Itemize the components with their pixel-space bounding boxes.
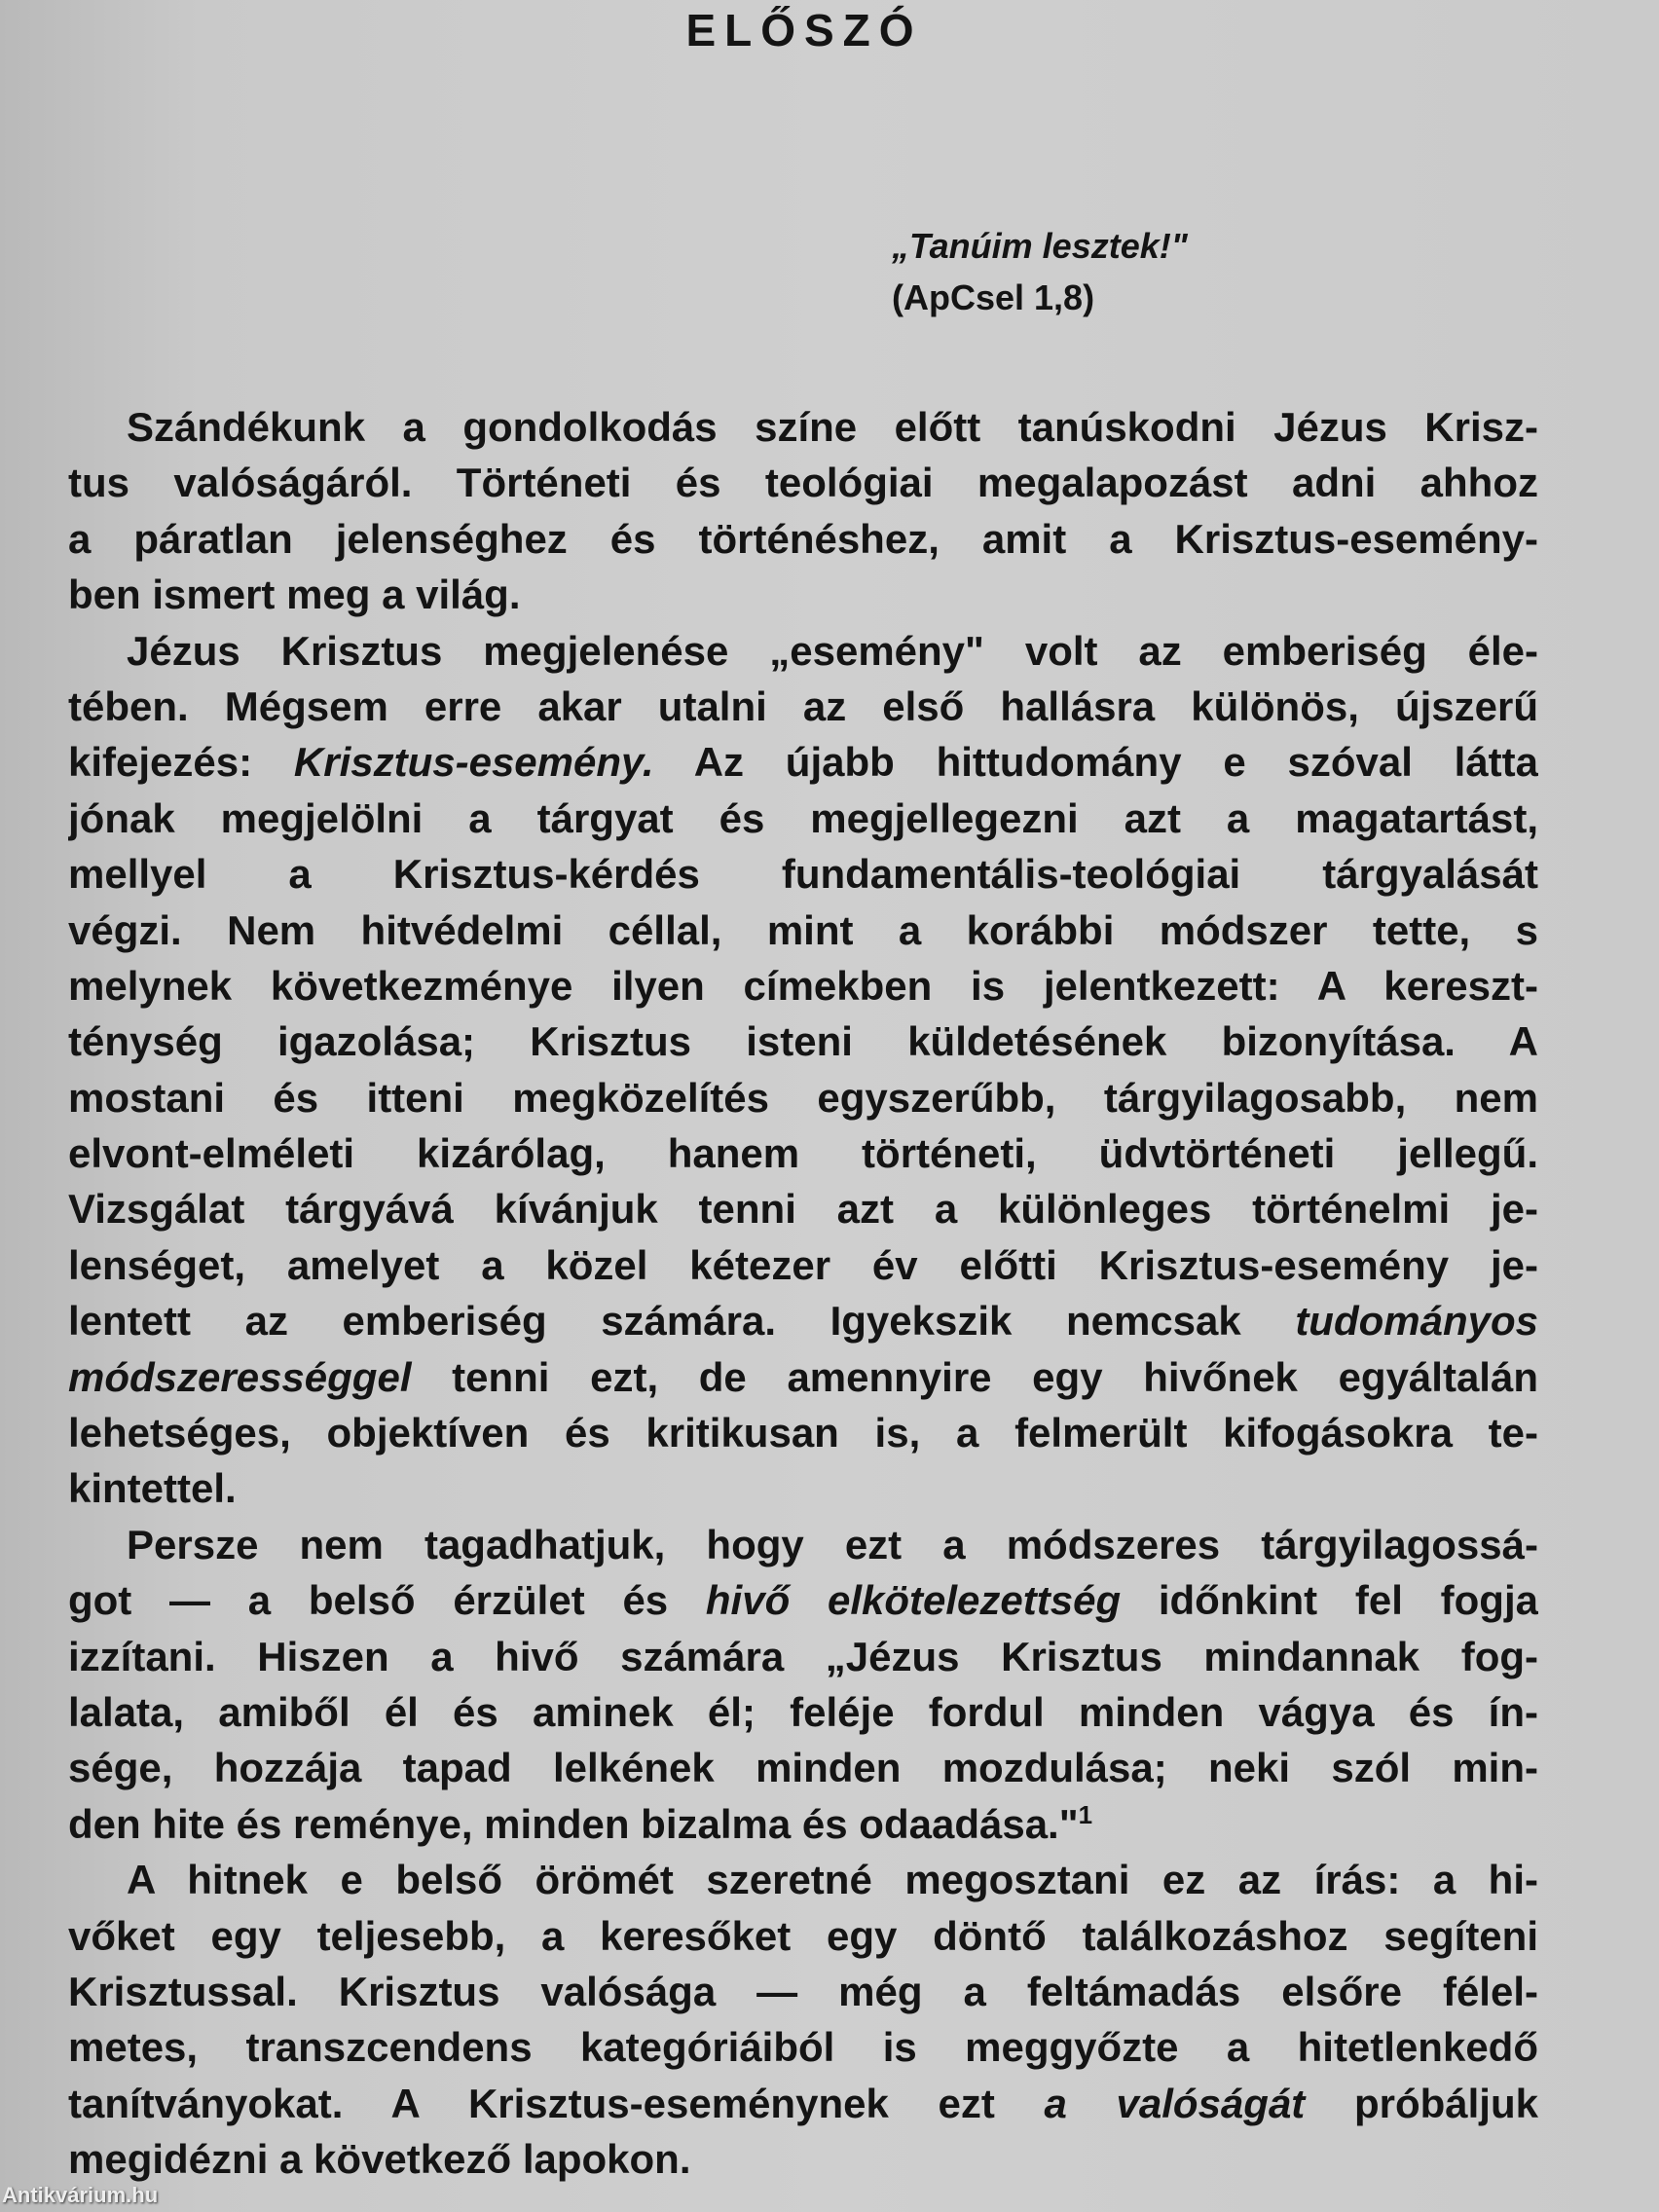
text-segment: tében. Mégsem erre akar utalni az első hallásra különös, újszerű xyxy=(68,682,1538,729)
text-segment: izzítani. Hiszen a hivő számára „Jézus Krisztus mindannak fog- xyxy=(68,1633,1538,1679)
text-line xyxy=(68,791,1538,846)
text-line xyxy=(68,1181,1538,1236)
text-segment: megidézni a következő lapokon. xyxy=(68,2136,691,2183)
text-segment: lentett az emberiség számára. Igyekszik nemcsak xyxy=(68,1298,1296,1345)
text-segment: ténység igazolása; Krisztus isteni küldetésének bizonyítása. A xyxy=(68,1018,1538,1065)
text-line xyxy=(68,2076,1538,2131)
footnote-marker: 1 xyxy=(1078,1799,1093,1829)
text-segment: got — a belső érzület és xyxy=(68,1577,706,1624)
text-segment: Vizsgálat tárgyává kívánjuk tenni azt a különleges történelmi je- xyxy=(68,1186,1538,1233)
body-text xyxy=(68,399,1538,2188)
text-line xyxy=(68,511,1538,567)
text-line xyxy=(68,399,1538,455)
paragraph xyxy=(68,1517,1538,1852)
text-line xyxy=(68,455,1538,510)
text-segment: Szándékunk a gondolkodás színe előtt tanúskodni Jézus Krisz- xyxy=(127,404,1538,450)
text-segment: Jézus Krisztus megjelenése „esemény" volt az emberiség éle- xyxy=(127,627,1538,674)
text-line xyxy=(68,1293,1538,1348)
text-segment: Persze nem tagadhatjuk, hogy ezt a módszeres tárgyilagossá- xyxy=(127,1521,1538,1567)
text-segment: végzi. Nem hitvédelmi céllal, mint a korábbi módszer tette, s xyxy=(68,906,1538,953)
text-segment: a páratlan jelenséghez és történéshez, amit a Krisztus-esemény- xyxy=(68,515,1538,562)
text-segment: kintettel. xyxy=(68,1465,237,1512)
text-line xyxy=(68,1684,1538,1740)
text-line xyxy=(68,1572,1538,1628)
text-line xyxy=(68,679,1538,734)
text-segment: Az újabb hittudomány e szóval látta xyxy=(653,739,1538,786)
text-line xyxy=(68,2131,1538,2187)
text-line xyxy=(68,903,1538,958)
paragraph xyxy=(68,399,1538,623)
text-segment: sége, hozzája tapad lelkének minden mozdulása; neki szól min- xyxy=(68,1745,1538,1791)
text-segment: A hitnek e belső örömét szeretné megosztani ez az írás: a hi- xyxy=(127,1857,1538,1903)
text-line xyxy=(68,734,1538,790)
text-line xyxy=(68,1796,1538,1852)
text-segment: tenni ezt, de amennyire egy hivőnek egyáltalán xyxy=(411,1353,1538,1400)
text-line xyxy=(68,1629,1538,1684)
page-title: ELŐSZÓ xyxy=(685,5,923,55)
text-line xyxy=(68,846,1538,902)
text-segment: elvont-elméleti kizárólag, hanem történeti, üdvtörténeti jellegű. xyxy=(68,1130,1538,1177)
text-segment: kifejezés: xyxy=(68,739,294,786)
text-line xyxy=(68,567,1538,622)
text-segment: jónak megjelölni a tárgyat és megjellegezni azt a magatartást, xyxy=(68,794,1538,841)
italic-text: tudományos xyxy=(1295,1298,1538,1345)
text-line xyxy=(68,1852,1538,1907)
text-segment: metes, transzcendens kategóriáiból is meggyőzte a hitetlenkedő xyxy=(68,2024,1538,2071)
italic-text: a valóságát xyxy=(1044,2080,1306,2126)
text-line xyxy=(68,2019,1538,2075)
italic-text: hivő elkötelezettség xyxy=(705,1577,1122,1624)
text-line xyxy=(68,1349,1538,1405)
text-segment: melynek következménye ilyen címekben is jelentkezett: A kereszt- xyxy=(68,962,1538,1009)
motto-reference: (ApCsel 1,8) xyxy=(892,277,1095,317)
text-segment: tus valóságáról. Történeti és teológiai megalapozást adni ahhoz xyxy=(68,460,1538,506)
text-line xyxy=(68,1740,1538,1795)
paragraph xyxy=(68,623,1538,1517)
text-segment: lenséget, amelyet a közel kétezer év előtti Krisztus-esemény je- xyxy=(68,1241,1538,1288)
italic-text: módszerességgel xyxy=(68,1353,412,1400)
paragraph xyxy=(68,1852,1538,2187)
text-segment: lehetséges, objektíven és kritikusan is, a felmerült kifogásokra te- xyxy=(68,1410,1538,1456)
text-line xyxy=(68,1014,1538,1069)
text-line xyxy=(68,1125,1538,1181)
text-line xyxy=(68,958,1538,1014)
text-line xyxy=(68,1237,1538,1293)
text-line xyxy=(68,1460,1538,1516)
italic-text: Krisztus-esemény. xyxy=(293,739,654,786)
text-segment: mellyel a Krisztus-kérdés fundamentális-teológiai tárgyalását xyxy=(68,851,1538,898)
watermark: Antikvárium.hu xyxy=(2,2183,159,2207)
text-segment: lalata, amiből él és aminek él; feléje fordul minden vágya és ín- xyxy=(68,1688,1538,1735)
text-line xyxy=(68,623,1538,679)
text-segment: den hite és reménye, minden bizalma és odaadása." xyxy=(68,1800,1079,1847)
motto-quote: „Tanúim lesztek!" xyxy=(892,226,1188,266)
text-segment: ben ismert meg a világ. xyxy=(68,571,521,618)
text-segment: tanítványokat. A Krisztus-eseménynek ezt xyxy=(68,2080,1045,2126)
text-segment: próbáljuk xyxy=(1305,2080,1538,2126)
text-line xyxy=(68,1964,1538,2019)
text-line xyxy=(68,1070,1538,1125)
text-line xyxy=(68,1405,1538,1460)
text-line xyxy=(68,1908,1538,1964)
text-segment: Krisztussal. Krisztus valósága — még a feltámadás elsőre félel- xyxy=(68,1968,1538,2014)
text-segment: időnkint fel fogja xyxy=(1121,1577,1538,1624)
text-segment: mostani és itteni megközelítés egyszerűbb, tárgyilagosabb, nem xyxy=(68,1074,1538,1121)
text-segment: vőket egy teljesebb, a keresőket egy döntő találkozáshoz segíteni xyxy=(68,1912,1538,1959)
text-line xyxy=(68,1517,1538,1572)
